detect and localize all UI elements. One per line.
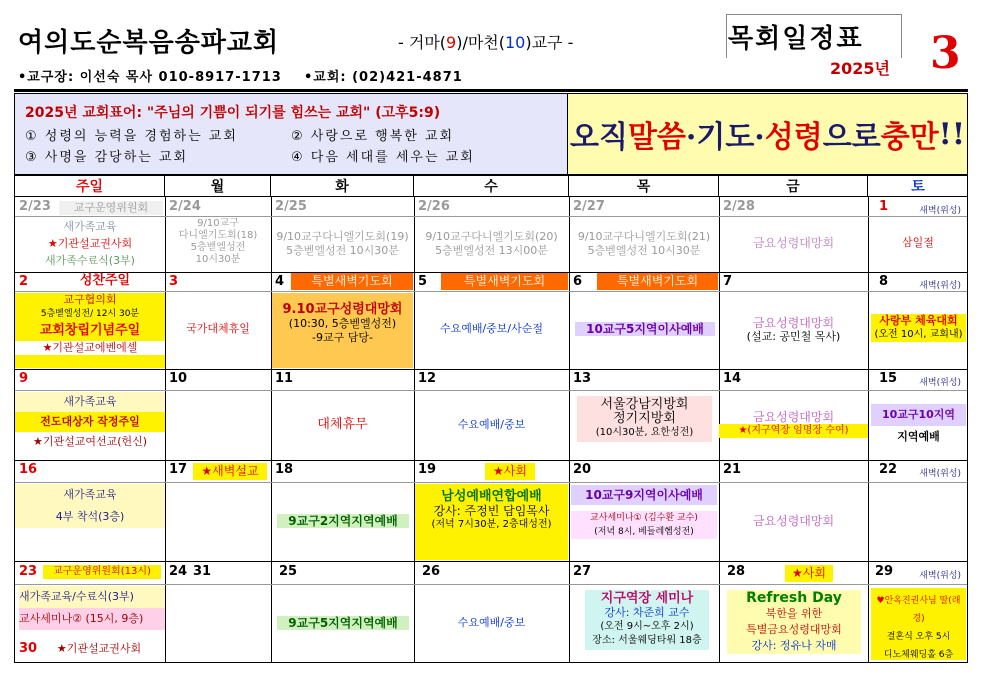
dawn-note: 새벽(위성) — [919, 378, 961, 388]
saturday-events: 10교구10지역 지역예배 — [871, 404, 966, 448]
date-number: 6 — [573, 274, 583, 289]
parish-label: - 거마(9)/마천(10)교구 - — [398, 33, 574, 52]
date-number: 19 — [418, 462, 437, 477]
thursday-events: 서울강남지방회 정기지방회 (10시30분, 요한성전) — [577, 396, 712, 442]
date-number: 2/26 — [418, 199, 450, 214]
friday-events: 금요성령대망회 ★(지구역장 임명장 수여) — [719, 410, 868, 438]
grid-line — [15, 561, 967, 562]
schedule-title: 목회일정표 — [728, 24, 864, 54]
saturday-events: ♥안옥진권사님 딸(래경) 결혼식 오후 5시 디노체웨딩홀 6층 — [871, 588, 966, 660]
calendar-grid — [14, 175, 968, 663]
date-number: 17 — [169, 462, 188, 477]
thursday-events: 지구역장 세미나 강사: 차준희 교수 (오전 9시~오후 2시) 장소: 서울웨딩타워 18층 — [585, 590, 709, 650]
date-number: 5 — [418, 274, 428, 289]
sunday-events: 새가족교육 4부 착석(3층) — [15, 484, 165, 528]
day-header-sun: 주일 — [15, 176, 165, 197]
motto-title: 2025년 교회표어: "주님의 기쁨이 되기를 힘쓰는 교회" (고후5:9) — [25, 105, 441, 121]
grid-line — [15, 216, 967, 217]
saturday-events: 삼일절 — [902, 236, 934, 249]
date-number: 2/24 — [169, 199, 201, 214]
event: 교구운영위원회 — [59, 201, 163, 215]
tuesday-events: 9/10교구다니엘기도회(19) 5층벧엘성전 10시30분 — [276, 230, 409, 257]
month-number: 3 — [930, 28, 961, 79]
grid-line — [15, 482, 967, 483]
tuesday-events: 9교구2지역지역예배 — [277, 514, 409, 528]
wednesday-events: 9/10교구다니엘기도회(20) 5층벧엘성전 13시00분 — [425, 230, 558, 257]
sunday-events: 새가족교육 전도대상자 작정주일 ★기관설교여선교(헌신) — [15, 392, 165, 452]
grid-line — [15, 369, 967, 370]
friday-events: Refresh Day 북한을 위한 특별금요성령대망회 강사: 정유나 자매 — [727, 590, 861, 654]
friday-events: 금요성령대망회 — [752, 236, 835, 250]
date-number: 2/27 — [573, 199, 605, 214]
date-number: 2/23 — [19, 199, 51, 214]
date-number: 31 — [193, 564, 212, 579]
day-header-mon: 월 — [165, 176, 271, 197]
friday-events: 금요성령대망회 (설교: 공민철 목사) — [746, 316, 841, 343]
church-name: 여의도순복음송파교회 — [18, 28, 280, 58]
date-number: 18 — [275, 462, 294, 477]
motto-item: ① 성령의 능력을 경험하는 교회 — [25, 129, 238, 144]
date-number: 25 — [279, 564, 298, 579]
wednesday-events: 수요예배/중보/사순절 — [439, 322, 544, 335]
date-number: 16 — [19, 462, 38, 477]
motto-item: ④ 다음 세대를 세우는 교회 — [291, 150, 475, 165]
header — [14, 0, 974, 92]
header-divider — [14, 89, 968, 92]
year-label: 2025년 — [830, 59, 890, 78]
date-number: 27 — [573, 564, 592, 579]
event: ★사회 — [785, 565, 833, 582]
contact-info: •교구장: 이선숙 목사 010-8917-1713 •교회: (02)421-4871 — [18, 70, 463, 85]
date-number: 28 — [727, 564, 746, 579]
date-number: 9 — [19, 371, 29, 386]
event: 성찬주일 — [79, 273, 131, 288]
event: 특별새벽기도회 — [441, 273, 568, 290]
day-header-sat: 토 — [868, 176, 968, 197]
dawn-note: 새벽(위성) — [919, 206, 961, 216]
motto-banner — [14, 93, 968, 175]
day-header-tue: 화 — [271, 176, 414, 197]
date-number: 26 — [422, 564, 441, 579]
slogan: 오직 말씀 ·기도· 성령 으로 충만 !! — [567, 94, 967, 174]
grid-line — [15, 390, 967, 391]
dawn-note: 새벽(위성) — [919, 469, 961, 479]
date-number: 29 — [875, 564, 894, 579]
motto-item: ③ 사명을 감당하는 교회 — [25, 150, 189, 165]
event: 특별새벽기도회 — [597, 273, 718, 290]
grid-line — [165, 197, 166, 662]
event: ★사회 — [485, 463, 535, 480]
grid-line — [15, 584, 967, 585]
tuesday-events: 대체휴무 — [317, 417, 368, 432]
date-number: 7 — [723, 274, 733, 289]
grid-line — [868, 197, 869, 662]
date-number: 2/25 — [275, 199, 307, 214]
monday-events: 국가대체휴일 — [186, 322, 250, 335]
date-number: 2 — [19, 274, 29, 289]
sunday-events: 새가족교육/수료식(3부) 교사세미나② (15시, 9층) — [15, 586, 165, 630]
date-number: 15 — [879, 371, 898, 386]
wednesday-events: 남성예배연합예배 강사: 주정빈 담임목사 (저녁 7시30분, 2층대성전) — [415, 484, 568, 560]
date-number: 8 — [879, 274, 889, 289]
monday-events: 9/10교구 다니엘기도회(18) 5층벧엘성전 10시30분 — [178, 218, 258, 265]
day-header-fri: 금 — [719, 176, 868, 197]
date-number: 13 — [573, 371, 592, 386]
saturday-events: 사랑부 체육대회 (오전 10시, 교회내) — [871, 314, 966, 342]
thursday-events: 9/10교구다니엘기도회(21) 5층벧엘성전 10시30분 — [577, 230, 711, 257]
grid-line — [15, 291, 967, 292]
tuesday-events: 9.10교구성령대망회 (10:30, 5층벧엘성전) -9교구 담당- — [272, 293, 413, 368]
date-number: 20 — [573, 462, 592, 477]
date-number: 14 — [723, 371, 742, 386]
date-number: 21 — [723, 462, 742, 477]
day-header-wed: 수 — [414, 176, 569, 197]
event: ★기관설교권사회 — [56, 642, 142, 655]
date-number: 23 — [19, 564, 38, 579]
grid-line — [15, 460, 967, 461]
thursday-events: 10교구5지역이사예배 — [575, 322, 715, 336]
friday-events: 금요성령대망회 — [752, 514, 835, 528]
event: 특별새벽기도회 — [291, 273, 413, 290]
date-number: 4 — [275, 274, 285, 289]
wednesday-events: 수요예배/중보 — [457, 616, 526, 629]
event: 교구운영위원회(13시) — [43, 565, 161, 579]
date-number: 30 — [19, 641, 38, 656]
date-number: 11 — [275, 371, 294, 386]
date-number: 22 — [879, 462, 898, 477]
tuesday-events: 9교구5지역지역예배 — [277, 616, 409, 630]
day-header-thu: 목 — [569, 176, 719, 197]
wednesday-events: 수요예배/중보 — [457, 418, 526, 431]
date-number: 12 — [418, 371, 437, 386]
church-motto — [15, 94, 567, 174]
date-number: 3 — [169, 274, 179, 289]
date-number: 2/28 — [723, 199, 755, 214]
event: ★새벽설교 — [193, 463, 267, 480]
sunday-events: 교구협의회 5층벧엘성전/ 12시 30분 교회창립기념주일 ★기관설교에벤에셀 — [15, 293, 165, 368]
motto-item: ② 사랑으로 행복한 교회 — [291, 129, 455, 144]
dawn-note: 새벽(위성) — [919, 281, 961, 291]
sunday-events: 새가족교육 ★기관설교권사회 새가족수료식(3부) — [45, 220, 135, 267]
grid-line — [569, 197, 570, 662]
date-number: 10 — [169, 371, 188, 386]
date-number: 24 — [169, 564, 188, 579]
thursday-events: 10교구9지역이사예배 교사세미나① (김수환 교수) (저녁 8시, 베들레헴성전) — [571, 485, 717, 539]
dawn-note: 새벽(위성) — [919, 571, 961, 581]
date-number: 1 — [879, 199, 889, 214]
